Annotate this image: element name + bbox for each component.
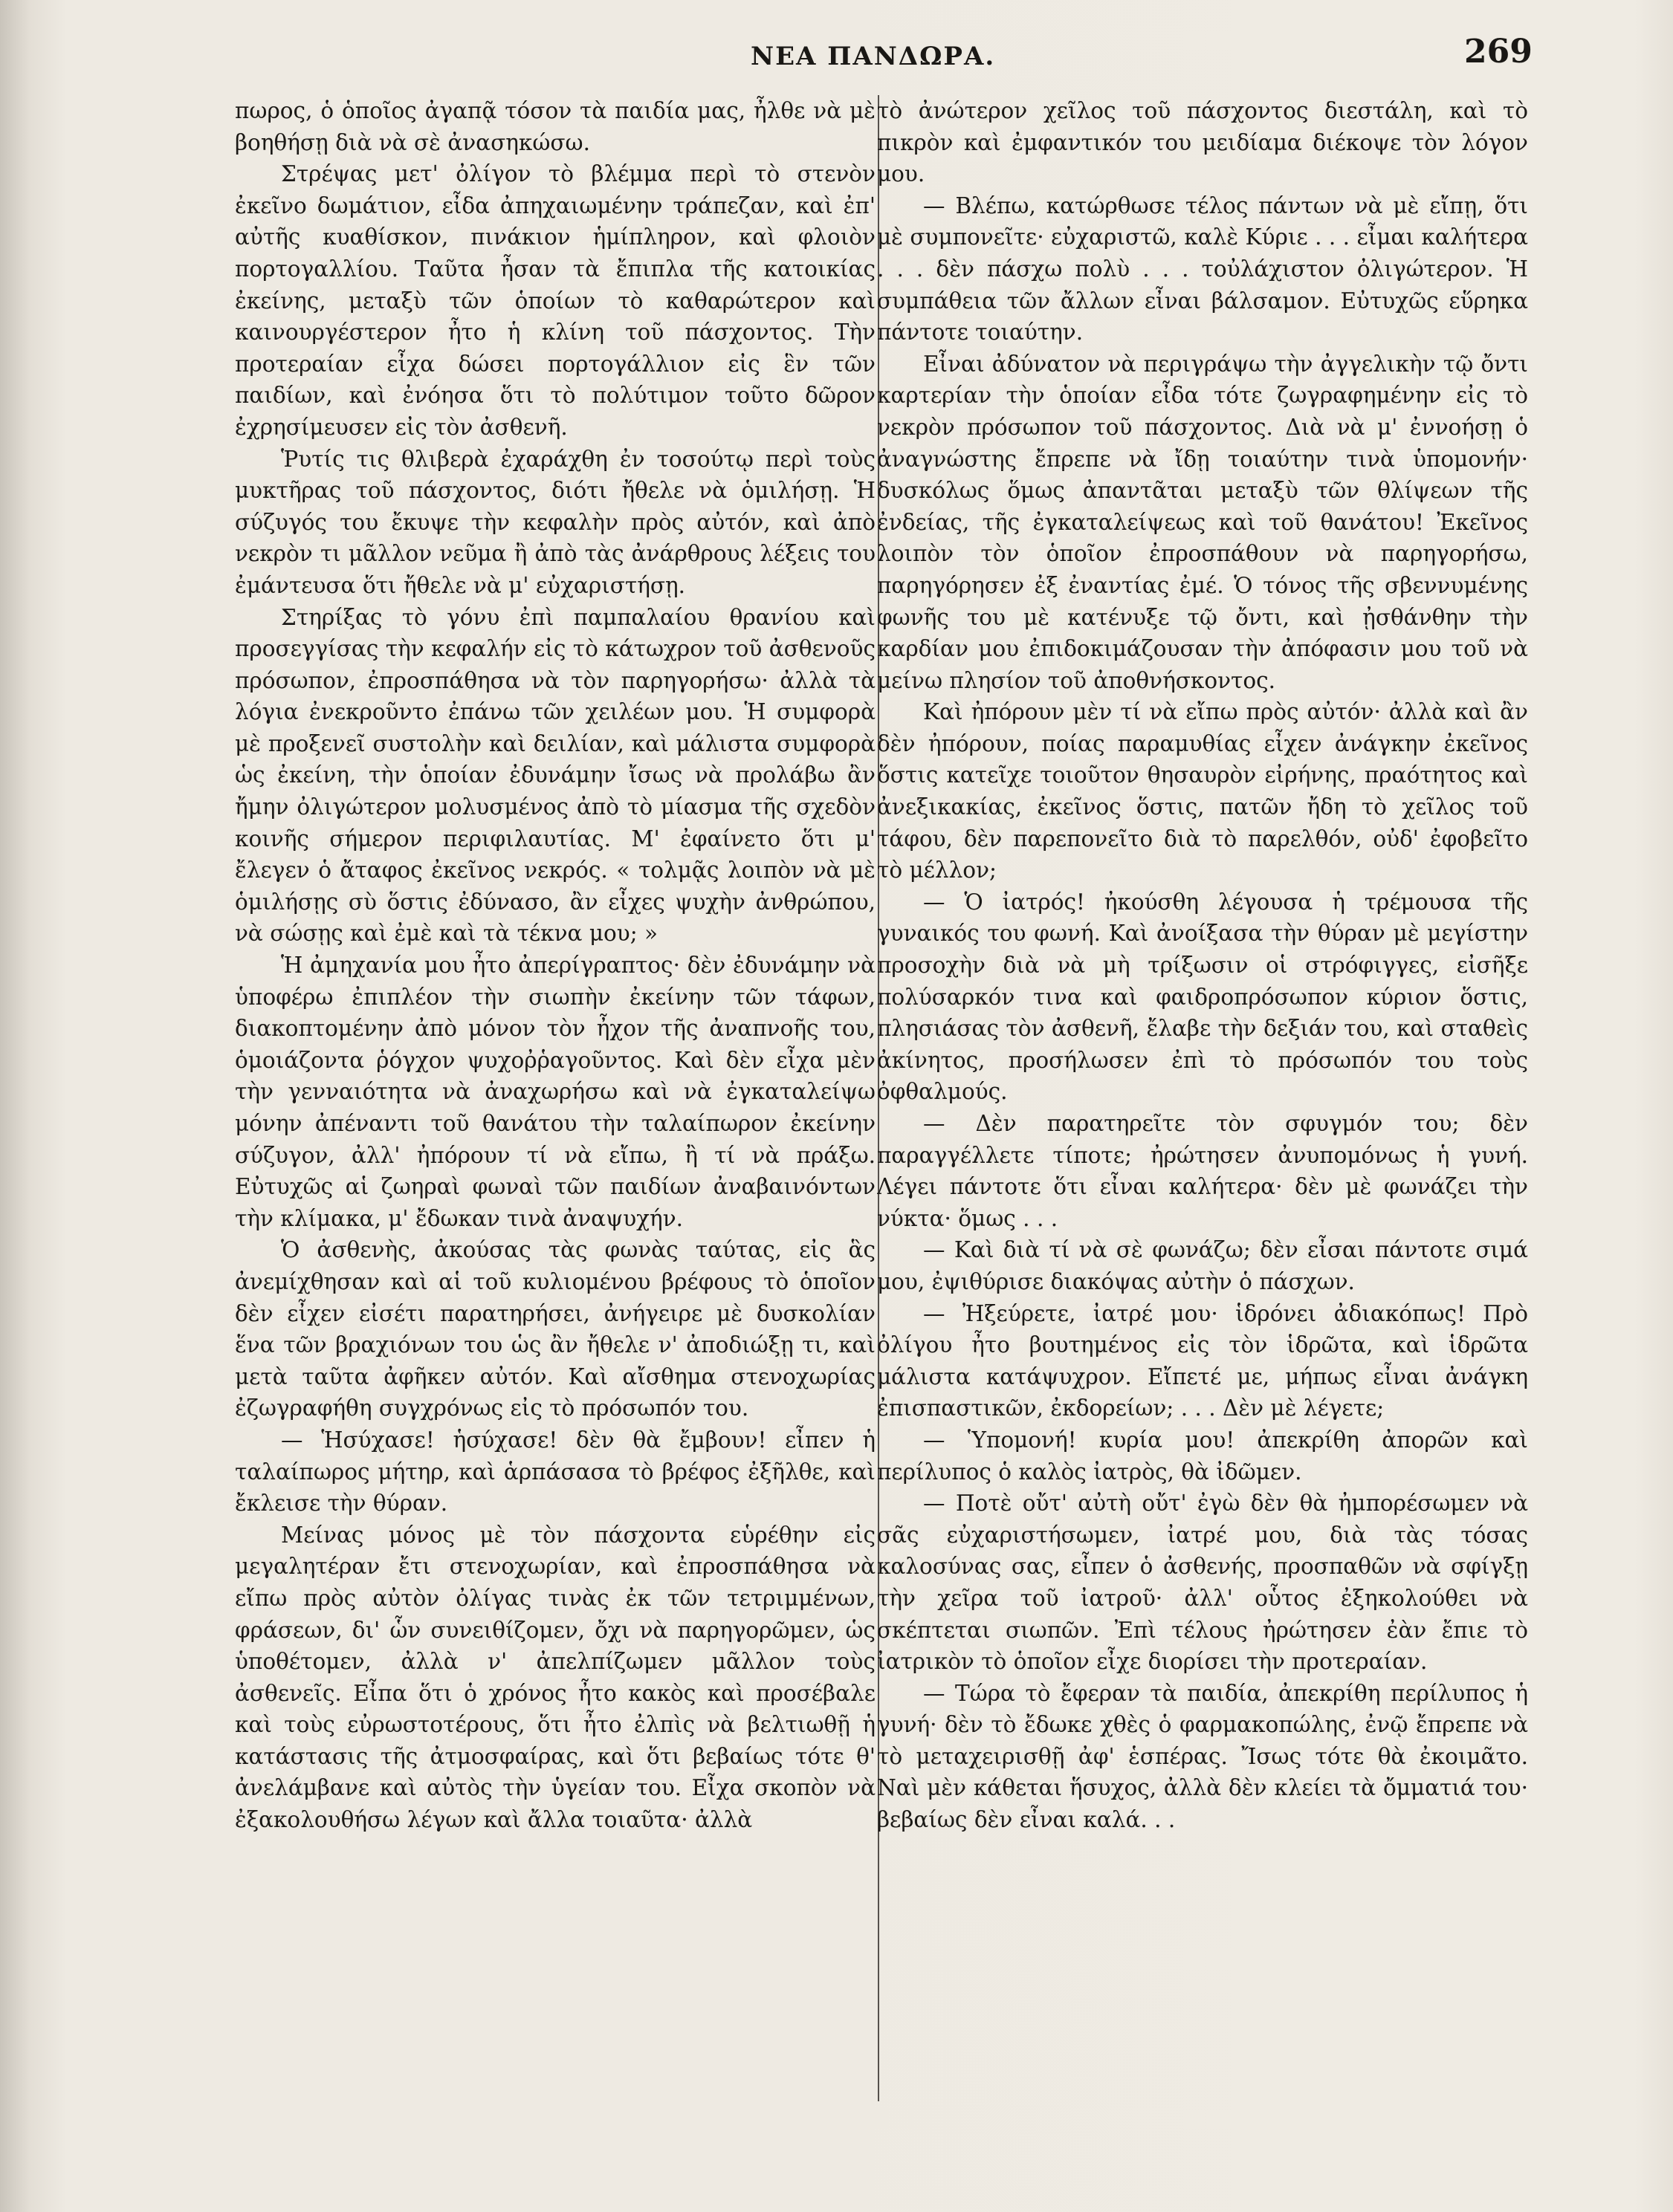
dialogue-paragraph: — Ὁ ἰατρός! ἠκούσθη λέγουσα ἡ τρέμουσα τῆς γυναικός του φωνή. Καὶ ἀνοίξασα τὴν θύραν μὲ μεγίστην προσοχὴν διὰ νὰ μὴ τρίξωσιν οἱ στρόφιγγες, εἰσῆξε πολύσαρκόν τινα καὶ φαιδροπρόσωπον κύριον ὅστις, πλησιάσας τὸν ἀσθενῆ, ἔλαβε τὴν δεξιάν του, καὶ σταθεὶς ἀκίνητος, προσήλωσεν ἐπὶ τὸ πρόσωπόν του τοὺς ὀφθαλμούς.	[877, 889, 1528, 1105]
paragraph: Ὁ ἀσθενὴς, ἀκούσας τὰς φωνὰς ταύτας, εἰς ἃς ἀνεμίχθησαν καὶ αἱ τοῦ κυλιομένου βρέφους τὸ ὁποῖον δὲν εἶχεν εἰσέτι παρατηρήσει, ἀνήγειρε μὲ δυσκολίαν ἕνα τῶν βραχιόνων του ὡς ἂν ἤθελε ν' ἀποδιώξῃ τι, καὶ μετὰ ταῦτα ἀφῆκεν αὐτόν. Καὶ αἴσθημα στενοχωρίας ἐζωγραφήθη συγχρόνως εἰς τὸ πρόσωπόν του.	[235, 1237, 876, 1421]
dialogue-paragraph: — Ὑπομονή! κυρία μου! ἀπεκρίθη ἀπορῶν καὶ περίλυπος ὁ καλὸς ἰατρὸς, θὰ ἰδῶμεν.	[877, 1427, 1528, 1485]
paragraph: πωρος, ὁ ὁποῖος ἀγαπᾷ τόσον τὰ παιδία μας, ἦλθε νὰ μὲ βοηθήσῃ διὰ νὰ σὲ ἀνασηκώσω.	[235, 98, 876, 155]
dialogue-paragraph: — Ποτὲ οὔτ' αὐτὴ οὔτ' ἐγὼ δὲν θὰ ἠμπορέσωμεν νὰ σᾶς εὐχαριστήσωμεν, ἰατρέ μου, διὰ τὰς τόσας καλοσύνας σας, εἶπεν ὁ ἀσθενής, προσπαθῶν νὰ σφίγξῃ τὴν χεῖρα τοῦ ἰατροῦ· ἀλλ' οὗτος ἐξηκολούθει νὰ σκέπτεται σιωπῶν. Ἐπὶ τέλους ἠρώτησεν ἐὰν ἔπιε τὸ ἰατρικὸν τὸ ὁποῖον εἶχε διορίσει τὴν προτεραίαν.	[877, 1491, 1528, 1675]
paragraph: Στηρίξας τὸ γόνυ ἐπὶ παμπαλαίου θρανίου καὶ προσεγγίσας τὴν κεφαλήν εἰς τὸ κάτωχρον τοῦ ἀσθενοῦς πρόσωπον, ἐπροσπάθησα νὰ τὸν παρηγορήσω· ἀλλὰ τὰ λόγια ἐνεκροῦντο ἐπάνω τῶν χειλέων μου. Ἡ συμφορὰ μὲ προξενεῖ συστολὴν καὶ δειλίαν, καὶ μάλιστα συμφορὰ ὡς ἐκείνη, τὴν ὁποίαν ἐδυνάμην ἴσως νὰ προλάβω ἂν ἤμην ὀλιγώτερον μολυσμένος ἀπὸ τὸ μίασμα τῆς σχεδὸν κοινῆς σήμερον περιφιλαυτίας. Μ' ἐφαίνετο ὅτι μ' ἔλεγεν ὁ ἄταφος ἐκεῖνος νεκρός. « τολμᾷς λοιπὸν νὰ μὲ ὁμιλήσῃς σὺ ὅστις ἐδύνασο, ἂν εἶχες ψυχὴν ἀνθρώπου, νὰ σώσῃς καὶ ἐμὲ καὶ τὰ τέκνα μου; »	[235, 604, 876, 947]
dialogue-paragraph: — Δὲν παρατηρεῖτε τὸν σφυγμόν του; δὲν παραγγέλλετε τίποτε; ἠρώτησεν ἀνυπομόνως ἡ γυνή. Λέγει πάντοτε ὅτι εἶναι καλήτερα· δὲν μὲ φωνάζει τὴν νύκτα· ὅμως . . .	[877, 1111, 1528, 1231]
paragraph: Ῥυτίς τις θλιβερὰ ἐχαράχθη ἐν τοσούτῳ περὶ τοὺς μυκτῆρας τοῦ πάσχοντος, διότι ἤθελε νὰ ὁμιλήσῃ. Ἡ σύζυγός του ἔκυψε τὴν κεφαλὴν πρὸς αὐτόν, καὶ ἀπὸ νεκρὸν τι μᾶλλον νεῦμα ἢ ἀπὸ τὰς ἀνάρθρους λέξεις του ἐμάντευσα ὅτι ἤθελε νὰ μ' εὐχαριστήσῃ.	[235, 446, 876, 598]
dialogue-paragraph: — Ἡσύχασε! ἡσύχασε! δὲν θὰ ἔμβουν! εἶπεν ἡ ταλαίπωρος μήτηρ, καὶ ἁρπάσασα τὸ βρέφος ἐξῆλθε, καὶ ἔκλεισε τὴν θύραν.	[235, 1427, 876, 1517]
paragraph: τὸ ἀνώτερον χεῖλος τοῦ πάσχοντος διεστάλη, καὶ τὸ πικρὸν καὶ ἐμφαντικόν του μειδίαμα διέκοψε τὸν λόγον μου.	[877, 98, 1528, 187]
paragraph: Μείνας μόνος μὲ τὸν πάσχοντα εὑρέθην εἰς μεγαλητέραν ἔτι στενοχωρίαν, καὶ ἐπροσπάθησα νὰ εἴπω πρὸς αὐτὸν ὀλίγας τινὰς ἐκ τῶν τετριμμένων, φράσεων, δι' ὧν συνειθίζομεν, ὄχι νὰ παρηγορῶμεν, ὡς ὑποθέτομεν, ἀλλὰ ν' ἀπελπίζωμεν μᾶλλον τοὺς ἀσθενεῖς. Εἶπα ὅτι ὁ χρόνος ἦτο κακὸς καὶ προσέβαλε καὶ τοὺς εὐρωστοτέρους, ὅτι ἦτο ἐλπὶς νὰ βελτιωθῇ ἡ κατάστασις τῆς ἀτμοσφαίρας, καὶ ὅτι βεβαίως τότε θ' ἀνελάμβανε καὶ αὐτὸς τὴν ὑγείαν του. Εἶχα σκοπὸν νὰ ἐξακολουθήσω λέγων καὶ ἄλλα τοιαῦτα· ἀλλὰ	[235, 1522, 876, 1833]
dialogue-paragraph: — Ἠξεύρετε, ἰατρέ μου· ἱδρόνει ἀδιακόπως! Πρὸ ὀλίγου ἦτο βουτημένος εἰς τὸν ἱδρῶτα, καὶ ἱδρῶτα μάλιστα κατάψυχρον. Εἴπετέ με, μήπως εἶναι ἀνάγκη ἐπισπαστικῶν, ἐκδορείων; . . . Δὲν μὲ λέγετε;	[877, 1300, 1528, 1421]
dialogue-paragraph: — Βλέπω, κατώρθωσε τέλος πάντων νὰ μὲ εἴπῃ, ὅτι μὲ συμπονεῖτε· εὐχαριστῶ, καλὲ Κύριε . . . εἶμαι καλήτερα . . . δὲν πάσχω πολὺ . . . τοὐλάχιστον ὀλιγώτερον. Ἡ συμπάθεια τῶν ἄλλων εἶναι βάλσαμον. Εὐτυχῶς εὕρηκα πάντοτε τοιαύτην.	[877, 192, 1528, 346]
dialogue-paragraph: — Τώρα τὸ ἔφεραν τὰ παιδία, ἀπεκρίθη περίλυπος ἡ γυνή· δὲν τὸ ἔδωκε χθὲς ὁ φαρμακοπώλης, ἐνῷ ἔπρεπε νὰ τὸ μεταχειρισθῇ ἀφ' ἑσπέρας. Ἴσως τότε θὰ ἐκοιμᾶτο. Ναὶ μὲν κάθεται ἥσυχος, ἀλλὰ δὲν κλείει τὰ ὄμματιά του· βεβαίως δὲν εἶναι καλά. . .	[877, 1680, 1528, 1833]
paragraph: Στρέψας μετ' ὀλίγον τὸ βλέμμα περὶ τὸ στενὸν ἐκεῖνο δωμάτιον, εἶδα ἀπηχαιωμένην τράπεζαν, καὶ ἐπ' αὐτῆς κυαθίσκον, πινάκιον ἡμίπληρον, καὶ φλοιὸν πορτογαλλίου. Ταῦτα ἦσαν τὰ ἔπιπλα τῆς κατοικίας ἐκείνης, μεταξὺ τῶν ὁποίων τὸ καθαρώτερον καὶ καινουργέστερον ἦτο ἡ κλίνη τοῦ πάσχοντος. Τὴν προτεραίαν εἶχα δώσει πορτογάλλιον εἰς ἓν τῶν παιδίων, καὶ ἐνόησα ὅτι τὸ πολύτιμον τοῦτο δῶρον ἐχρησίμευσεν εἰς τὸν ἀσθενῆ.	[235, 161, 876, 440]
page-number: 269	[1464, 33, 1533, 71]
dialogue-paragraph: — Καὶ διὰ τί νὰ σὲ φωνάζω; δὲν εἶσαι πάντοτε σιμά μου, ἐψιθύρισε διακόψας αὐτὴν ὁ πάσχων.	[877, 1237, 1528, 1294]
paragraph: Ἡ ἀμηχανία μου ἦτο ἀπερίγραπτος· δὲν ἐδυνάμην νὰ ὑποφέρω ἐπιπλέον τὴν σιωπὴν ἐκείνην τῶν τάφων, διακοπτομένην ἀπὸ μόνον τὸν ἦχον τῆς ἀναπνοῆς του, ὁμοιάζοντα ῥόγχον ψυχοῤῥαγοῦντος. Καὶ δὲν εἶχα μὲν τὴν γενναιότητα νὰ ἀναχωρήσω καὶ νὰ ἐγκαταλείψω μόνην ἀπέναντι τοῦ θανάτου τὴν ταλαίπωρον ἐκείνην σύζυγον, ἀλλ' ἠπόρουν τί νὰ εἴπω, ἢ τί νὰ πράξω. Εὐτυχῶς αἱ ζωηραὶ φωναὶ τῶν παιδίων ἀναβαινόντων τὴν κλίμακα, μ' ἔδωκαν τινὰ ἀναψυχήν.	[235, 953, 876, 1231]
right-column	[877, 95, 1528, 2190]
paragraph: Εἶναι ἀδύνατον νὰ περιγράψω τὴν ἀγγελικὴν τῷ ὄντι καρτερίαν τὴν ὁποίαν εἶδα τότε ζωγραφημένην εἰς τὸ νεκρὸν πρόσωπον τοῦ πάσχοντος. Διὰ νὰ μ' ἐννοήσῃ ὁ ἀναγνώστης ἔπρεπε νὰ ἴδῃ τοιαύτην τινὰ ὑπομονήν· δυσκόλως ὅμως ἀπαντᾶται μεταξὺ τῶν θλίψεων τῆς ἐνδείας, τῆς ἐγκαταλείψεως καὶ τοῦ θανάτου! Ἐκεῖνος λοιπὸν τὸν ὁποῖον ἐπροσπάθουν νὰ παρηγορήσω, παρηγόρησεν ἐξ ἐναντίας ἐμέ. Ὁ τόνος τῆς σβεννυμένης φωνῆς του μὲ κατένυξε τῷ ὄντι, καὶ ᾐσθάνθην τὴν καρδίαν μου ἐπιδοκιμάζουσαν τὴν ἀπόφασιν μου τοῦ νὰ μείνω πλησίον τοῦ ἀποθνήσκοντος.	[877, 351, 1528, 693]
journal-title: ΝΕΑ ΠΑΝΔΩΡΑ.	[751, 42, 996, 71]
left-column	[235, 95, 876, 2190]
paragraph: Καὶ ἠπόρουν μὲν τί νὰ εἴπω πρὸς αὐτόν· ἀλλὰ καὶ ἂν δὲν ἠπόρουν, ποίας παραμυθίας εἶχεν ἀνάγκην ἐκεῖνος ὅστις κατεῖχε τοιοῦτον θησαυρὸν εἰρήνης, πραότητος καὶ ἀνεξικακίας, ἐκεῖνος ὅστις, πατῶν ἤδη τὸ χεῖλος τοῦ τάφου, δὲν παρεπονεῖτο διὰ τὸ παρελθόν, οὐδ' ἐφοβεῖτο τὸ μέλλον;	[877, 699, 1528, 883]
running-head	[0, 30, 1673, 82]
